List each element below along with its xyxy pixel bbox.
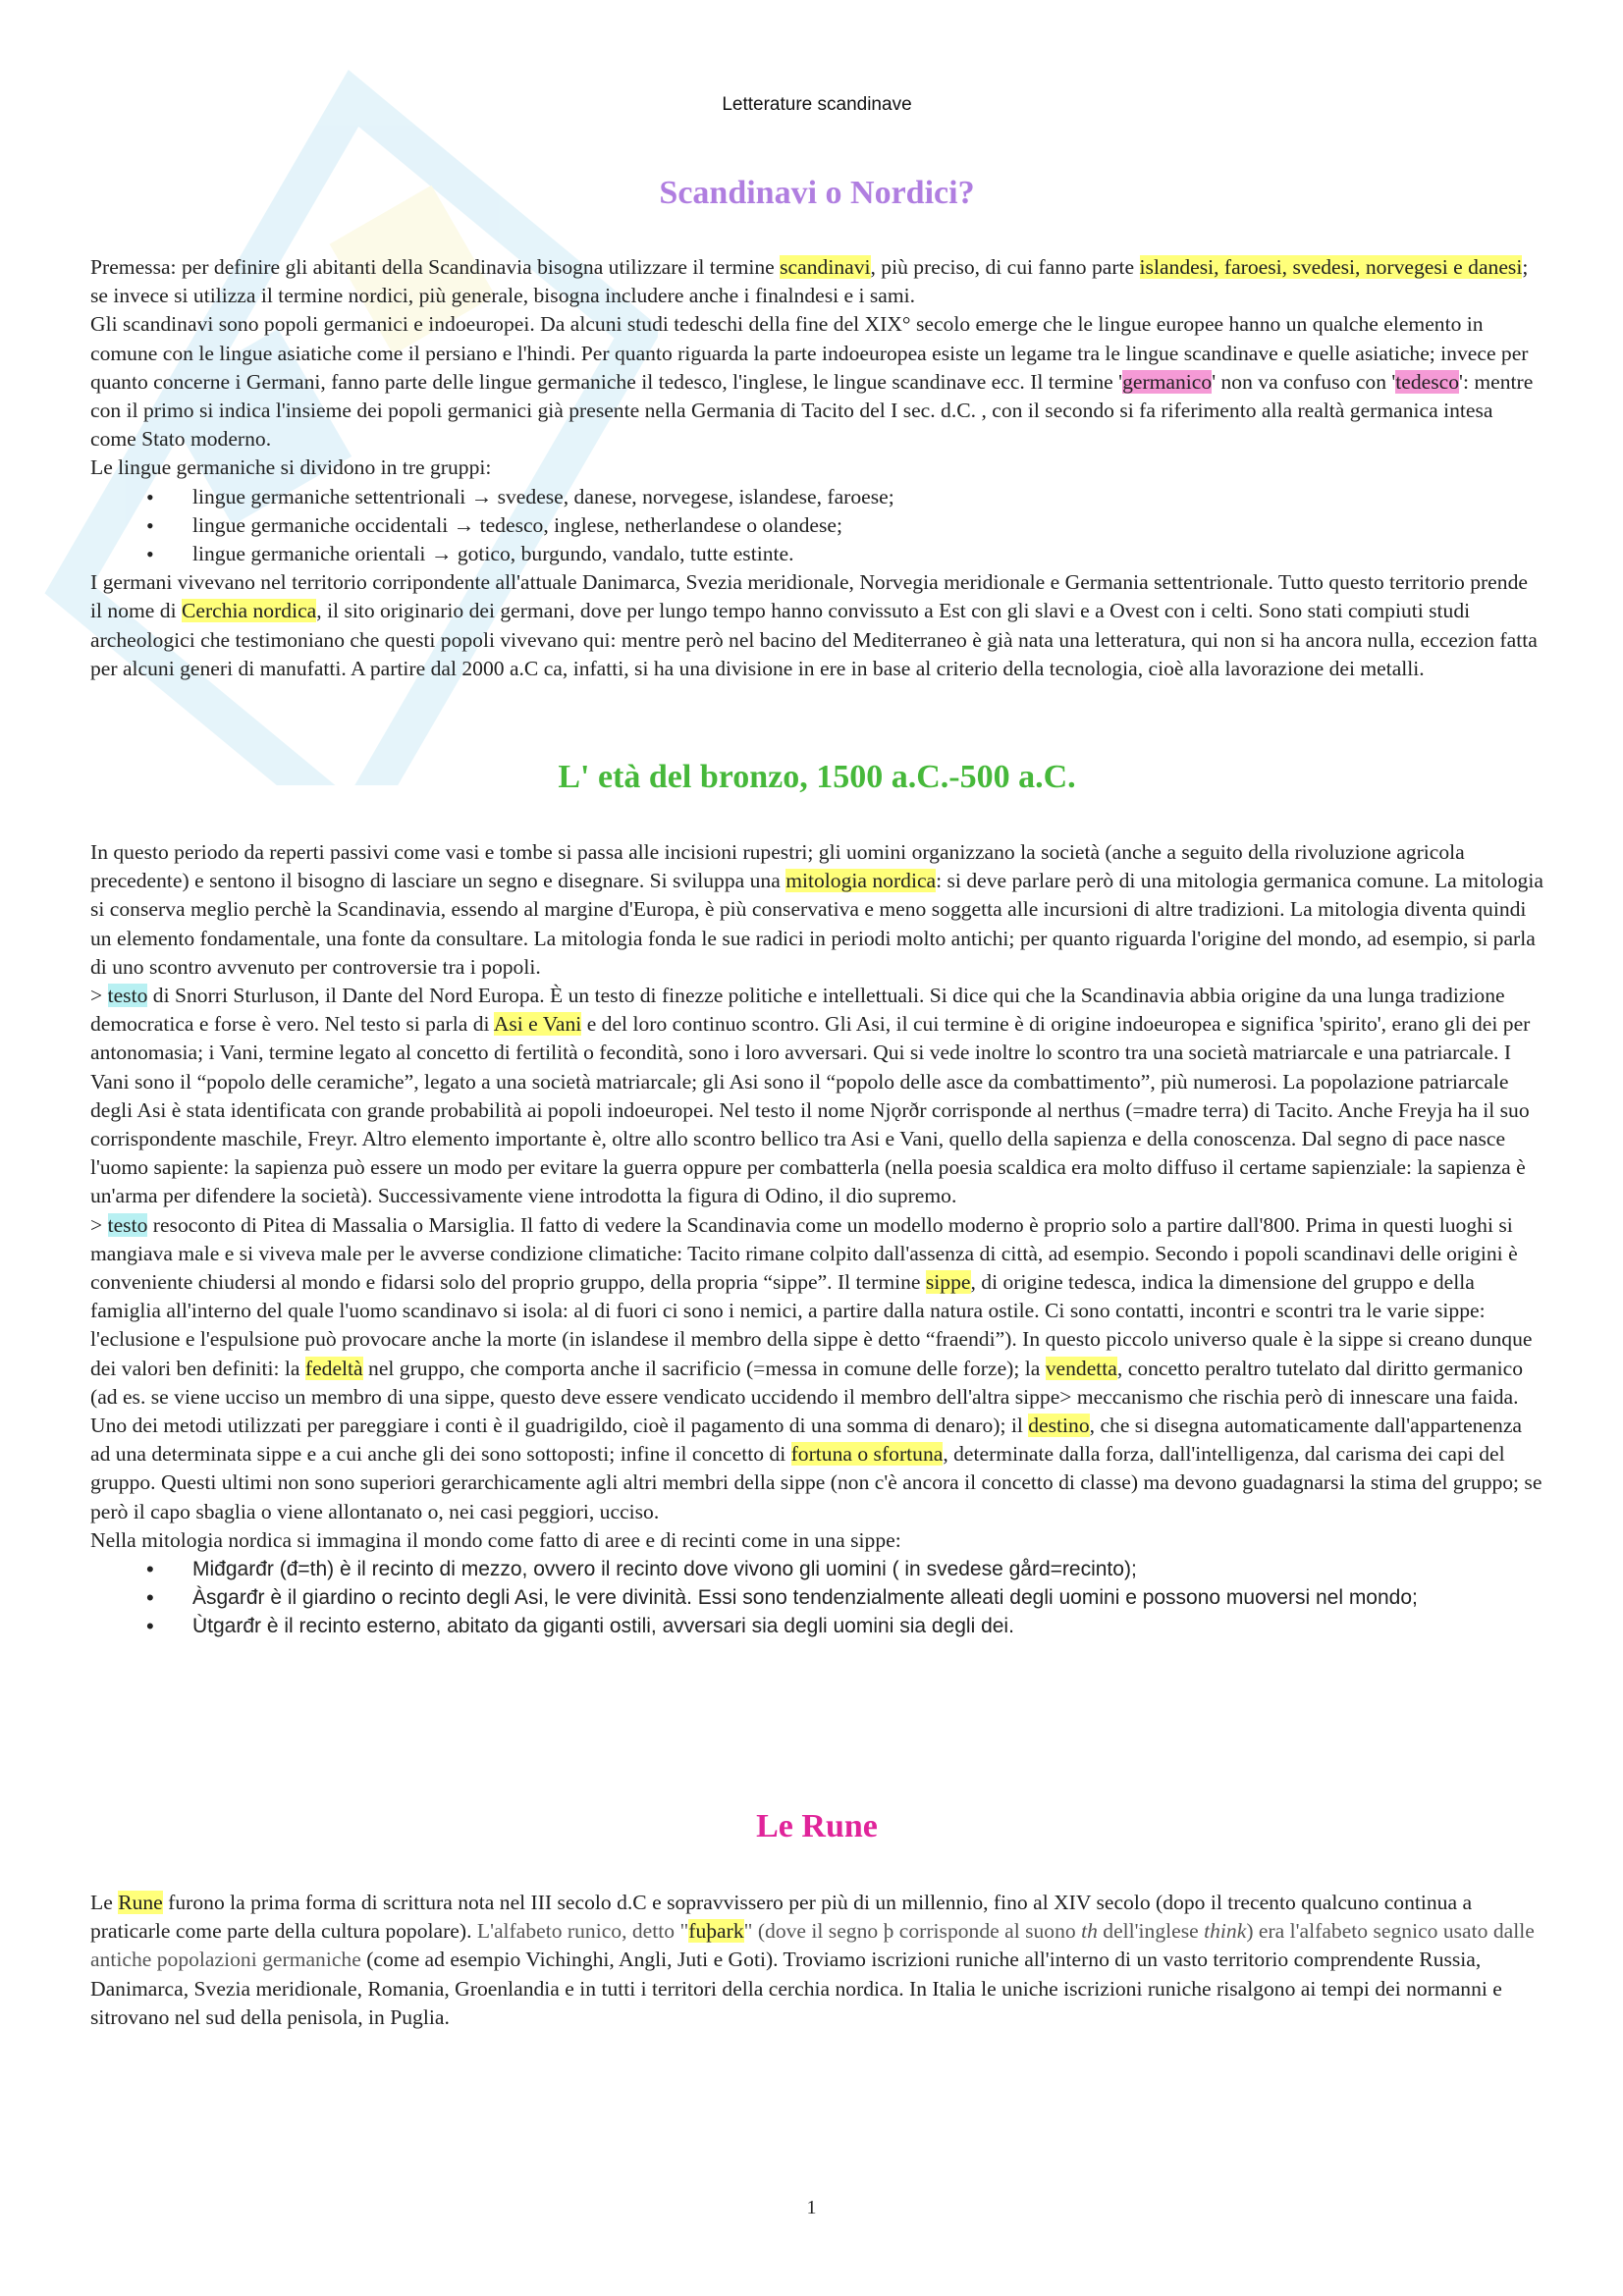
highlighted-term: vendetta [1045,1356,1117,1380]
text-span: Le [90,1891,119,1914]
paragraph: Le lingue germaniche si dividono in tre gruppi: [90,455,492,480]
text-span: In questo periodo da reperti passivi come vasi e tombe si passa alle incisioni rupestri; gli uomini organizzano la società (anche a seguito della rivoluzione agricola precedente) e sentono il bisogno di lasciare un segno e disegnare. Si sviluppa una [90,840,1465,893]
section-title-scandinavi: Scandinavi o Nordici? [659,175,975,211]
text-span: : si deve parlare però di una mitologia germanica comune. La mitologia si conserva meglio perchè la Scandinavia, essendo al margine d'Europa, è più conservativa e meno soggetta alle incursioni di altre tradizioni. La mitologia diventa quindi un elemento fondamentale, una fonte da consultare. La mitologia fonda le sue radici in periodi molto antichi; per quanto riguarda l'origine del mondo, ad esempio, si parla di uno scontro avvenuto per controversie tra i popoli. [90,869,1543,979]
text-span: nel gruppo, che comporta anche il sacrificio (=messa in comune delle forze); la [362,1356,1046,1380]
paragraph [90,1211,1543,1526]
running-header: Letterature scandinave [722,94,912,115]
text-span: furono la prima forma di scrittura nota nel III secolo d.C e sopravvissero per più di un millennio, fino al XIV secolo (dopo il trecento qualcuno continua a praticarle come parte della cultura popolare). [90,1891,1473,1944]
paragraph [90,310,1543,454]
text-span: Premessa: per definire gli abitanti della Scandinavia bisogna utilizzare il termine [90,255,781,279]
list-item: • lingue germaniche settentrionali → svedese, danese, norvegese, islandese, faroese; [90,483,1543,511]
highlighted-term: fortuna o sfortuna [790,1442,944,1467]
paragraph [90,568,1543,683]
paragraph [90,1889,1543,2032]
highlighted-term: Cerchia nordica [181,599,317,623]
text-span: I germani vivevano nel territorio corripondente all'attuale Danimarca, Svezia meridionale, Norvegia meridionale e Germania settentrionale. Tutto questo territorio prende il nome di [90,570,1528,623]
section-body-rune [90,1889,1543,2032]
list-item: • Àsgarđr è il giardino o recinto degli Asi, le vere divinità. Essi sono tendenzialmente alleati degli uomini e possono muoversi nel mondo; [90,1583,1543,1612]
text-span: ' non va confuso con ' [1212,369,1396,394]
text-span: ': mentre con il primo si indica l'insieme dei popoli germanici già presente nella Germania di Tacito del I sec. d.C. , con il secondo si fa riferimento alla realtà germanica intesa come Stato moderno. [90,369,1534,452]
italic-term: th [1081,1919,1098,1944]
highlighted-term: destino [1028,1414,1090,1438]
text-span: Gli scandinavi sono popoli germanici e indoeuropei. Da alcuni studi tedeschi della fine del XIX° secolo emerge che le lingue europee hanno un qualche elemento in comune con le lingue asiatiche come il persiano e l'hindi. Per quanto riguarda la parte indoeuropea esiste un legame tra le lingue scandinave e quelle asiatiche; invece per quanto concerne i Germani, fanno parte delle lingue germaniche il tedesco, l'inglese, le lingue scandinave ecc. Il termine ' [90,312,1529,394]
section-body-scandinavi [90,253,1543,683]
text-span: " (dove il segno þ corrisponde al suono [743,1919,1082,1944]
highlighted-term: Rune [118,1891,163,1914]
highlighted-term: testo [107,1212,148,1237]
text-span: , determinate dalla forza, dall'intelligenza, dal carisma dei capi del gruppo. Questi ultimi non sono superiori gerarchicamente agli altri membri della sippe (non c'è ancora il concetto di classe) ma devono guadagnarsi la stima del gruppo; se però il capo sbaglia o viene allontanato o, nei casi peggiori, ucciso. [90,1442,1542,1523]
section-title-rune: Le Rune [756,1808,878,1844]
list-item: • lingue germaniche orientali → gotico, burgundo, vandalo, tutte estinte. [90,540,1543,568]
paragraph [90,253,1543,310]
bullet-list-recinti [90,1555,1543,1641]
highlighted-term: fuþark [688,1919,744,1944]
highlighted-term: Asi e Vani [493,1012,582,1037]
text-span: ; se invece si utilizza il termine nordici, più generale, bisogna includere anche i finalndesi e i sami. [90,255,1529,308]
section-title-bronzo: L' età del bronzo, 1500 a.C.-500 a.C. [558,759,1076,795]
italic-term: think [1204,1919,1247,1944]
highlighted-term: germanico [1122,369,1213,394]
text-span: dell'inglese [1097,1919,1205,1944]
text-span: , il sito originario dei germani, dove per lungo tempo hanno convissuto a Est con gli slavi e a Ovest con i celti. Sono stati compiuti studi archeologici che testimoniano che questi popoli vivevano qui: mentre però nel bacino del Mediterraneo è già nata una letteratura, qui non si ha ancora nulla, eccezion fatta per alcuni generi di manufatti. A partire dal 2000 a.C ca, infatti, si ha una divisione in ere in base al criterio della tecnologia, cioè alla lavorazione dei metalli. [90,599,1538,680]
list-item: • lingue germaniche occidentali → tedesco, inglese, netherlandese o olandese; [90,511,1543,540]
text-span: ) era l'alfabeto segnico usato dalle antiche popolazioni germaniche [90,1919,1535,1972]
bullet-list-lingue [90,483,1543,569]
text-span: > [90,1212,108,1237]
text-span: , concetto peraltro tutelato dal diritto germanico (ad es. se viene ucciso un membro di una sippe, questo deve essere vendicato uccidendo il membro dell'altra sippe> meccanismo che rischia però di innescare una faida. Uno dei metodi utilizzati per pareggiare i conti è il guadrigildo, cioè il pagamento di una somma di denaro); il [90,1356,1524,1438]
text-span: di Snorri Sturluson, il Dante del Nord Europa. È un testo di finezze politiche e intellettuali. Si dice qui che la Scandinavia abbia origine da una lunga tradizione democratica e forse è vero. Nel testo si parla di [90,984,1505,1037]
text-span: , che si disegna automaticamente dall'appartenenza ad una determinata sippe e a cui anche gli dei sono sottoposti; infine il concetto di [90,1414,1523,1467]
section-body-bronzo [90,838,1543,1641]
highlighted-term: scandinavi [780,255,871,279]
paragraph: Nella mitologia nordica si immagina il mondo come fatto di aree e di recinti come in una sippe: [90,1527,901,1552]
paragraph [90,838,1543,982]
highlighted-term: testo [107,984,148,1008]
page-number: 1 [806,2197,817,2218]
highlighted-term: tedesco [1395,369,1460,394]
text-span: > [90,984,108,1008]
highlighted-term: fedeltà [304,1356,363,1380]
highlighted-term: islandesi, faroesi, svedesi, norvegesi e danesi [1139,255,1523,279]
text-span: , più preciso, di cui fanno parte [870,255,1140,279]
text-span: e del loro continuo scontro. Gli Asi, il cui termine è di origine indoeuropea e significa 'spirito', erano gli dei per antonomasia; i Vani, termine legato al concetto di fertilità o fecondità, sono i loro avversari. Qui si vede inoltre lo scontro tra una società matriarcale e una patriarcale. I Vani sono il “popolo delle ceramiche”, legato a una società matriarcale; gli Asi sono il “popolo delle asce da combattimento”, più numerosi. La popolazione patriarcale degli Asi è stata identificata con grande probabilità ai popoli indoeuropei. Nel testo il nome Njǫrðr corrisponde al nerthus (=madre terra) di Tacito. Anche Freyja ha il suo corrispondente maschile, Freyr. Altro elemento importante è, oltre allo scontro bellico tra Asi e Vani, quello della sapienza e della conoscenza. Dal segno di pace nasce l'uomo sapiente: la sapienza può essere un modo per evitare la guerra oppure per combatterla (nella poesia scaldica era molto diffuso il certame sapienziale: la sapienza è un'arma per difendere la società). Successivamente viene introdotta la figura di Odino, il dio supremo. [90,1012,1531,1208]
list-item: • Miđgarđr (đ=th) è il recinto di mezzo, ovvero il recinto dove vivono gli uomini ( in svedese gård=recinto); [90,1555,1543,1583]
list-item: • Ùtgarđr è il recinto esterno, abitato da giganti ostili, avversari sia degli uomini sia degli dei. [90,1612,1543,1640]
text-span: resoconto di Pitea di Massalia o Marsiglia. Il fatto di vedere la Scandinavia come un modello moderno è proprio solo a partire dall'800. Prima in questi luoghi si mangiava male e si viveva male per le avverse condizione climatiche: Tacito rimane colpito dall'assenza di città, ad esempio. Secondo i popoli scandinavi delle origini è conveniente chiudersi al mondo e fidarsi solo del proprio gruppo, della propria “sippe”. Il termine [90,1212,1518,1295]
highlighted-term: mitologia nordica [785,869,937,893]
text-span: (come ad esempio Vichinghi, Angli, Juti e Goti). Troviamo iscrizioni runiche all'interno di un vasto territorio comprendente Russia, Danimarca, Svezia meridionale, Romania, Groenlandia e in tutti i territori della cerchia nordica. In Italia le uniche iscrizioni runiche risalgono ai tempi dei normanni e sitrovano nel sud della penisola, in Puglia. [90,1948,1502,2029]
text-span: L'alfabeto runico, detto " [476,1919,689,1944]
text-span: , di origine tedesca, indica la dimensione del gruppo e della famiglia all'interno del quale l'uomo scandinavo si isola: al di fuori ci sono i nemici, a partire dalla natura ostile. Ci sono contatti, incontri e scontri tra le varie sippe: l'eclusione e l'espulsione può provocare anche la morte (in islandese il membro della sippe è detto “fraendi”). In questo piccolo universo quale è la sippe si creano dunque dei valori ben definiti: la [90,1270,1533,1380]
highlighted-term: sippe [925,1270,971,1295]
paragraph [90,982,1543,1211]
